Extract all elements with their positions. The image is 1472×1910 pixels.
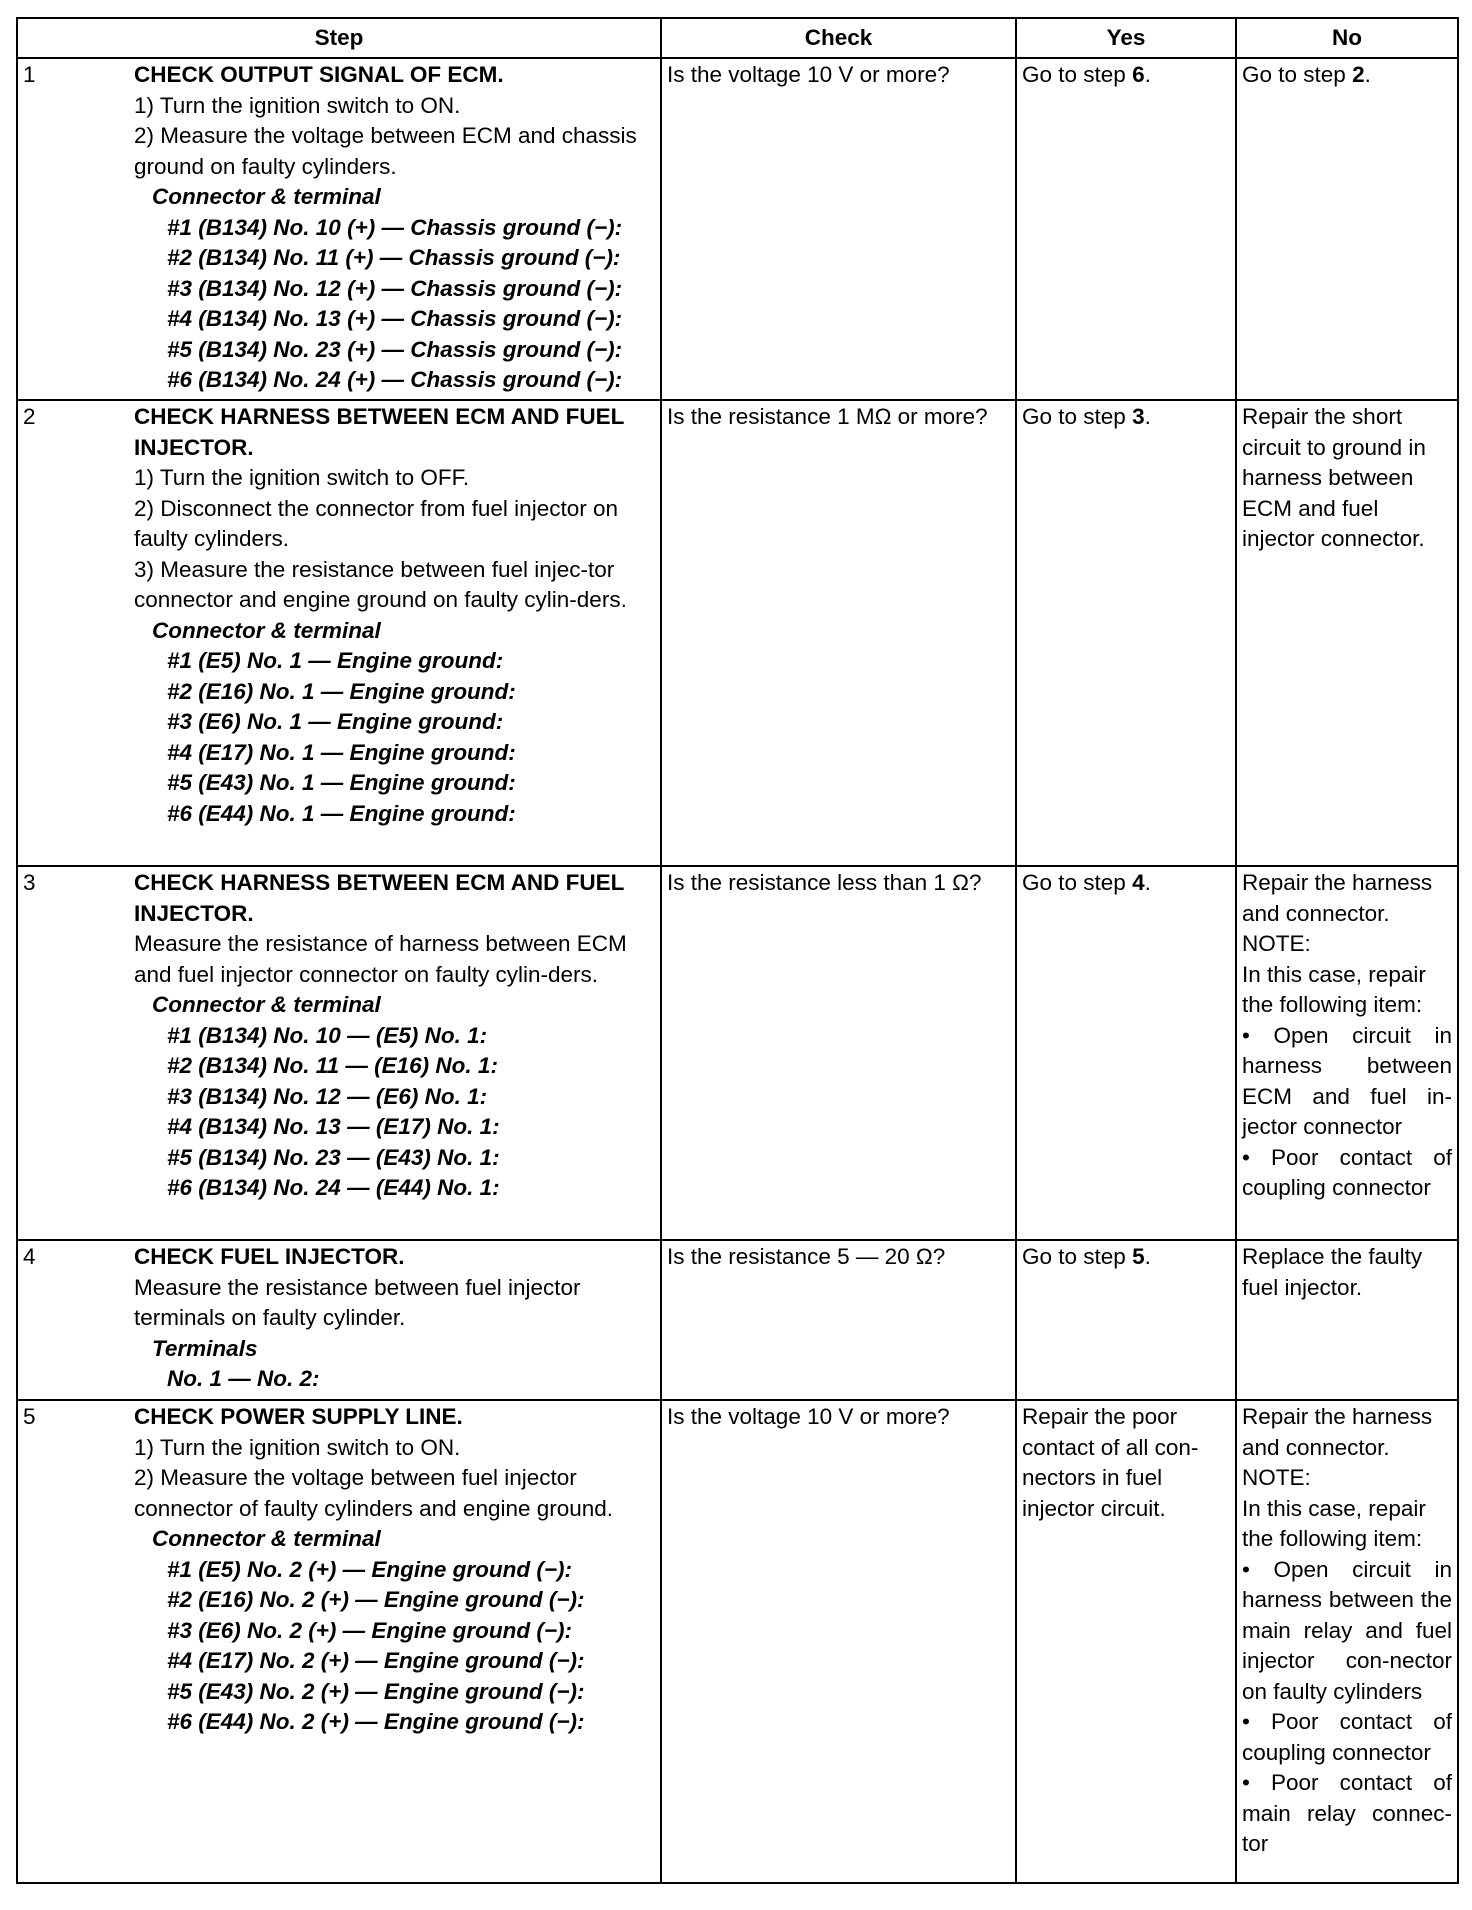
yes-cell: [1016, 400, 1236, 866]
note-intro: In this case, repair the following item:: [1242, 1495, 1426, 1551]
note-item: • Poor contact of coupling connector: [1242, 1144, 1452, 1200]
step-number: 3: [23, 870, 36, 895]
table-row: [17, 866, 1458, 1240]
yes-text: Go to step: [1022, 1244, 1133, 1269]
step-cell: [17, 866, 661, 1240]
terminal-item: #4 (E17) No. 2 (+) — Engine ground (−):: [167, 1648, 585, 1673]
step-title: CHECK HARNESS BETWEEN ECM AND FUEL INJECTOR.: [134, 870, 625, 926]
instruction-line: 1) Turn the ignition switch to OFF.: [134, 465, 470, 490]
table-row: [17, 400, 1458, 866]
terminal-item: #2 (E16) No. 1 — Engine ground:: [167, 678, 516, 704]
terminal-item: #1 (E5) No. 2 (+) — Engine ground (−):: [167, 1556, 573, 1582]
terminal-item: #5 (E43) No. 1 — Engine ground:: [167, 770, 516, 795]
step-cell: [17, 400, 661, 866]
instruction-line: 2) Measure the voltage between fuel injector connector of faulty cylinders and engine ground.: [134, 1465, 614, 1521]
check-cell: Is the voltage 10 V or more?: [661, 58, 1016, 400]
yes-end: .: [1144, 62, 1151, 87]
header-no: No: [1236, 18, 1458, 58]
no-cell: Replace the faulty fuel injector.: [1236, 1240, 1458, 1400]
header-yes: Yes: [1016, 18, 1236, 58]
diagnostic-table: [16, 17, 1459, 1884]
no-cell: [1236, 58, 1458, 400]
instruction-line: 1) Turn the ignition switch to ON.: [134, 1434, 461, 1460]
terminal-item: #5 (B134) No. 23 — (E43) No. 1:: [167, 1144, 500, 1170]
step-number: 2: [23, 404, 36, 429]
instruction-line: Measure the resistance between fuel injector terminals on faulty cylinder.: [134, 1274, 581, 1330]
note-item: • Open circuit in harness between ECM and fuel in-jector connector: [1242, 1022, 1452, 1139]
terminal-item: #3 (E6) No. 2 (+) — Engine ground (−):: [167, 1617, 573, 1643]
terminal-heading: Connector & terminal: [152, 1526, 381, 1551]
terminal-item: #6 (E44) No. 2 (+) — Engine ground (−):: [167, 1709, 585, 1734]
step-title: CHECK POWER SUPPLY LINE.: [134, 1404, 463, 1429]
step-number: 5: [23, 1404, 36, 1429]
check-cell: Is the resistance less than 1 Ω?: [661, 866, 1016, 1240]
step-number: 1: [23, 62, 36, 87]
note-item: • Poor contact of coupling connector: [1242, 1709, 1452, 1765]
no-step-ref: 2: [1352, 62, 1365, 87]
no-cell: Repair the short circuit to ground in harness between ECM and fuel injector connector.: [1236, 400, 1458, 866]
terminal-item: #1 (B134) No. 10 (+) — Chassis ground (−):: [167, 214, 623, 240]
step-title: CHECK HARNESS BETWEEN ECM AND FUEL INJECTOR.: [134, 404, 625, 460]
terminal-item: #2 (B134) No. 11 (+) — Chassis ground (−):: [167, 245, 621, 270]
terminal-item: #6 (B134) No. 24 (+) — Chassis ground (−):: [167, 367, 623, 392]
table-row: [17, 58, 1458, 400]
step-cell: [17, 1240, 661, 1400]
step-number: 4: [23, 1244, 36, 1269]
step-cell: [17, 1400, 661, 1883]
yes-step-ref: 5: [1132, 1244, 1145, 1269]
check-cell: Is the voltage 10 V or more?: [661, 1400, 1016, 1883]
no-cell: [1236, 866, 1458, 1240]
terminal-item: #2 (E16) No. 2 (+) — Engine ground (−):: [167, 1587, 585, 1612]
instruction-line: Measure the resistance of harness between ECM and fuel injector connector on faulty cylin-ders.: [134, 931, 627, 987]
yes-cell: [1016, 58, 1236, 400]
check-cell: Is the resistance 5 — 20 Ω?: [661, 1240, 1016, 1400]
terminal-heading: Terminals: [152, 1335, 258, 1361]
header-row: [17, 18, 1458, 58]
note-intro: In this case, repair the following item:: [1242, 961, 1426, 1017]
header-check: Check: [661, 18, 1016, 58]
terminal-item: #4 (B134) No. 13 (+) — Chassis ground (−):: [167, 306, 623, 331]
yes-step-ref: 3: [1132, 404, 1145, 429]
no-text: Go to step: [1242, 62, 1353, 87]
note-item: • Poor contact of main relay connec-tor: [1242, 1770, 1452, 1856]
yes-text: Go to step: [1022, 870, 1133, 895]
instruction-line: 2) Disconnect the connector from fuel injector on faulty cylinders.: [134, 495, 618, 551]
yes-text: Go to step: [1022, 404, 1133, 429]
table-row: [17, 1400, 1458, 1883]
terminal-heading: Connector & terminal: [152, 617, 381, 643]
terminal-item: #3 (B134) No. 12 (+) — Chassis ground (−):: [167, 275, 623, 301]
yes-text: Go to step: [1022, 62, 1133, 87]
yes-end: .: [1144, 404, 1151, 429]
terminal-item: #4 (E17) No. 1 — Engine ground:: [167, 739, 516, 765]
header-step: Step: [17, 18, 661, 58]
terminal-item: #5 (B134) No. 23 (+) — Chassis ground (−):: [167, 336, 623, 362]
yes-cell: [1016, 1240, 1236, 1400]
terminal-item: #3 (E6) No. 1 — Engine ground:: [167, 709, 504, 734]
yes-end: .: [1144, 1244, 1151, 1269]
note-label: NOTE:: [1242, 1465, 1311, 1490]
yes-cell: [1016, 866, 1236, 1240]
note-item: • Open circuit in harness between the main relay and fuel injector con-nector on faulty cylinders: [1242, 1556, 1452, 1704]
terminal-item: #1 (E5) No. 1 — Engine ground:: [167, 648, 504, 673]
terminal-item: #3 (B134) No. 12 — (E6) No. 1:: [167, 1083, 488, 1109]
terminal-item: #4 (B134) No. 13 — (E17) No. 1:: [167, 1114, 500, 1139]
no-remedy: Repair the harness and connector.: [1242, 1404, 1433, 1460]
terminal-item: #6 (B134) No. 24 — (E44) No. 1:: [167, 1175, 500, 1200]
no-remedy: Repair the harness and connector.: [1242, 870, 1433, 926]
instruction-line: 3) Measure the resistance between fuel injec-tor connector and engine ground on faulty cylin-ders.: [134, 556, 627, 612]
terminal-heading: Connector & terminal: [152, 992, 381, 1017]
no-end: .: [1364, 62, 1371, 87]
yes-step-ref: 4: [1132, 870, 1145, 895]
step-title: CHECK OUTPUT SIGNAL OF ECM.: [134, 62, 504, 87]
instruction-line: 2) Measure the voltage between ECM and chassis ground on faulty cylinders.: [134, 123, 637, 179]
yes-step-ref: 6: [1132, 62, 1145, 87]
terminal-heading: Connector & terminal: [152, 184, 381, 209]
yes-cell: Repair the poor contact of all con-nectors in fuel injector circuit.: [1016, 1400, 1236, 1883]
check-cell: Is the resistance 1 MΩ or more?: [661, 400, 1016, 866]
terminal-item: #5 (E43) No. 2 (+) — Engine ground (−):: [167, 1678, 585, 1704]
yes-end: .: [1144, 870, 1151, 895]
step-title: CHECK FUEL INJECTOR.: [134, 1244, 405, 1269]
terminal-item: #6 (E44) No. 1 — Engine ground:: [167, 800, 516, 826]
note-label: NOTE:: [1242, 931, 1311, 956]
terminal-item: #2 (B134) No. 11 — (E16) No. 1:: [167, 1053, 498, 1078]
terminal-item: #1 (B134) No. 10 — (E5) No. 1:: [167, 1022, 488, 1048]
instruction-line: 1) Turn the ignition switch to ON.: [134, 92, 461, 118]
table-row: [17, 1240, 1458, 1400]
terminal-item: No. 1 — No. 2:: [167, 1366, 320, 1391]
no-cell: [1236, 1400, 1458, 1883]
step-cell: [17, 58, 661, 400]
